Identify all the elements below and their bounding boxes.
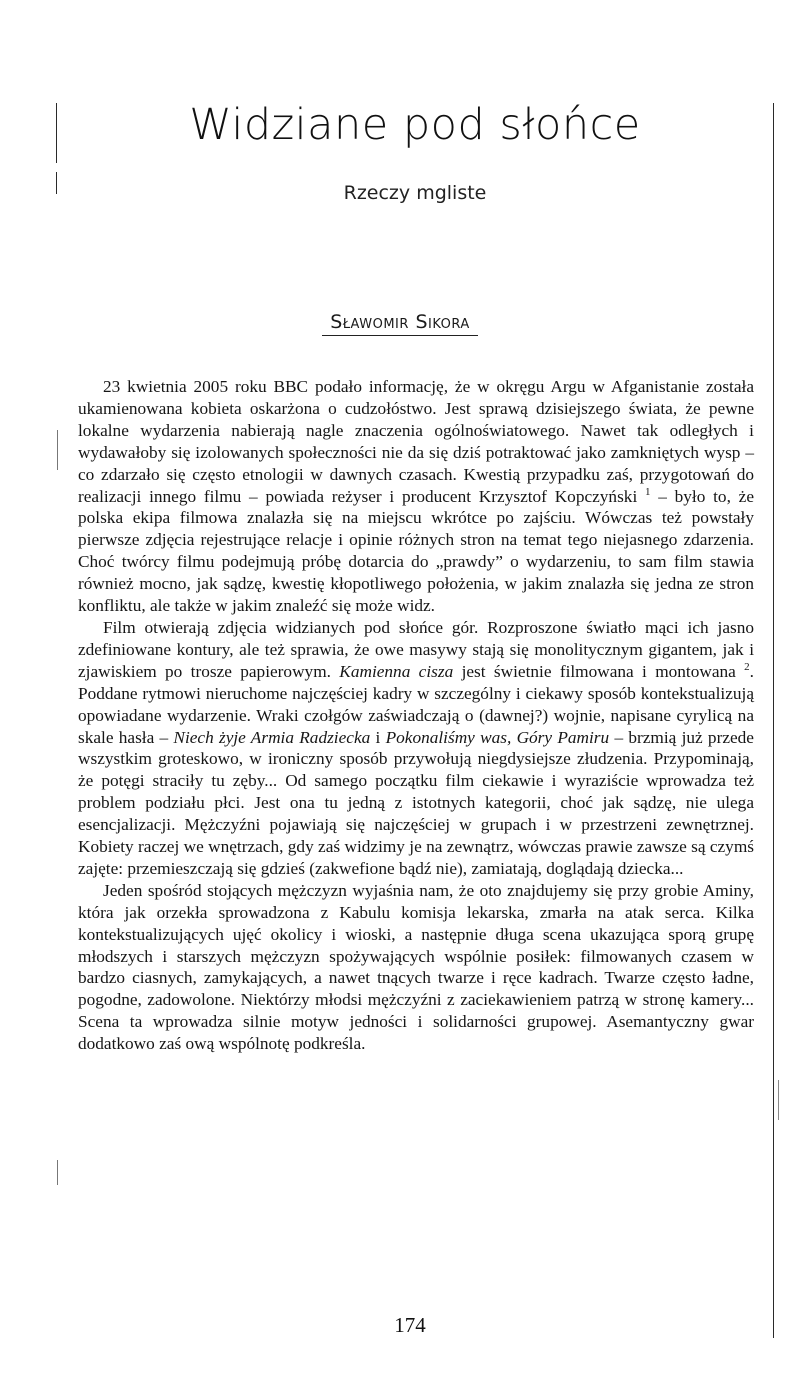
body-paragraph	[78, 617, 754, 880]
author-name-text: Sławomir Sikora	[322, 311, 478, 336]
footnote-marker: 1	[645, 485, 651, 498]
right-margin-line	[778, 1080, 779, 1120]
article-body	[78, 376, 754, 1055]
author-name	[0, 311, 800, 336]
italic-title: Kamienna cisza	[339, 661, 454, 681]
body-paragraph	[78, 880, 754, 1055]
article-title: Widziane pod słońce	[189, 100, 641, 150]
paragraph-text: Film otwierają zdjęcia widzianych pod słońce gór. Rozproszone światło mąci ich jasno zdefiniowane kontury, ale też sprawia, że owe masywy stają się monolitycznym gigantem, jak i zjawiskiem po trosze papierowym.	[78, 617, 754, 681]
paragraph-text: – brzmią już przede wszystkim groteskowo, w ironiczny sposób przywołują niegdysiejsze złudzenia. Przypominają, że potęgi straciły tu zęby... Od samego początku film ciekawie i wyraziście wprowadza też problem podziału płci. Jest ona tu jedną z istotnych kategorii, choć jak sądzę, nie ulega esencjalizacji. Mężczyźni pojawiają się najczęściej w grupach i w przestrzeni zewnętrznej. Kobiety raczej we wnętrzach, gdy zaś widzimy je na zewnątrz, wówczas prawie zawsze są czymś zajęte: przemieszczają się gdzieś (zakwefione bądź nie), zamiatają, doglądają dziecka...	[78, 727, 754, 878]
paragraph-text: 23 kwietnia 2005 roku BBC podało informację, że w okręgu Argu w Afganistanie została ukamienowana kobieta oskarżona o cudzołóstwo. Jest sprawą dzisiejszego świata, że pewne lokalne wydarzenia nabierają nagle znaczenia ogólnoświatowego. Nawet tak odległych i wydawałoby się izolowanych społeczności nie da się dziś potraktować jako zamkniętych wysp – co zdarzało się często etnologii w dawnych czasach. Kwestią przypadku zaś, przygotowań do realizacji innego filmu – powiada reżyser i producent Krzysztof Kopczyński	[78, 377, 754, 506]
left-margin-line	[57, 1160, 58, 1185]
paragraph-text: i	[370, 727, 386, 747]
italic-title: Niech żyje Armia Radziecka	[173, 727, 371, 747]
body-paragraph	[78, 376, 754, 617]
paragraph-text: jest świetnie filmowana i montowana	[453, 661, 745, 681]
page-number: 174	[394, 1313, 426, 1337]
paragraph-text: . Poddane rytmowi nieruchome najczęściej kadry w szczególny i ciekawy sposób kontekstualizują opowiadane wydarzenie. Wraki czołgów zaświadczają o (dawnej?) wojnie, napisane cyrylicą na skale hasła –	[78, 661, 754, 747]
left-margin-line	[57, 430, 58, 470]
paragraph-text: Jeden spośród stojących mężczyzn wyjaśnia nam, że oto znajdujemy się przy grobie Aminy, która jak orzekła sprowadzona z Kabulu komisja lekarska, zmarła na atak serca. Kilka kontekstualizujących ujęć okolicy i wioski, a następnie długa scena ukazująca sporą grupę młodszych i starszych mężczyzn spożywających wspólnie posiłek: filmowanych czasem w bardzo ciasnych, zamykających, a nawet tnących twarze i ręce kadrach. Twarze często ładne, pogodne, zadowolone. Niektórzy młodsi mężczyźni z zaciekawieniem patrzą w stronę kamery... Scena ta wprowadza silnie motyw jedności i solidarności grupowej. Asemantyczny gwar dodatkowo zaś ową wspólnotę podkreśla.	[78, 880, 754, 1054]
article-subtitle: Rzeczy mgliste	[343, 182, 487, 204]
paragraph-text: – było to, że polska ekipa filmowa znalazła się na miejscu wkrótce po zajściu. Wówczas też powstały pierwsze zdjęcia rejestrujące relacje i opinie różnych stron na temat tego niejasnego zdarzenia. Choć twórcy filmu podejmują próbę dotarcia do „prawdy” o wydarzeniu, to sam film stawia również mocno, jak sądzę, kwestię kłopotliwego położenia, w jakim znalazła się jedna ze stron konfliktu, ale także w jakim znaleźć się może widz.	[78, 486, 754, 616]
right-margin-line	[773, 103, 774, 1338]
italic-title: Pokonaliśmy was, Góry Pamiru	[385, 727, 610, 747]
footnote-marker: 2	[744, 661, 750, 674]
